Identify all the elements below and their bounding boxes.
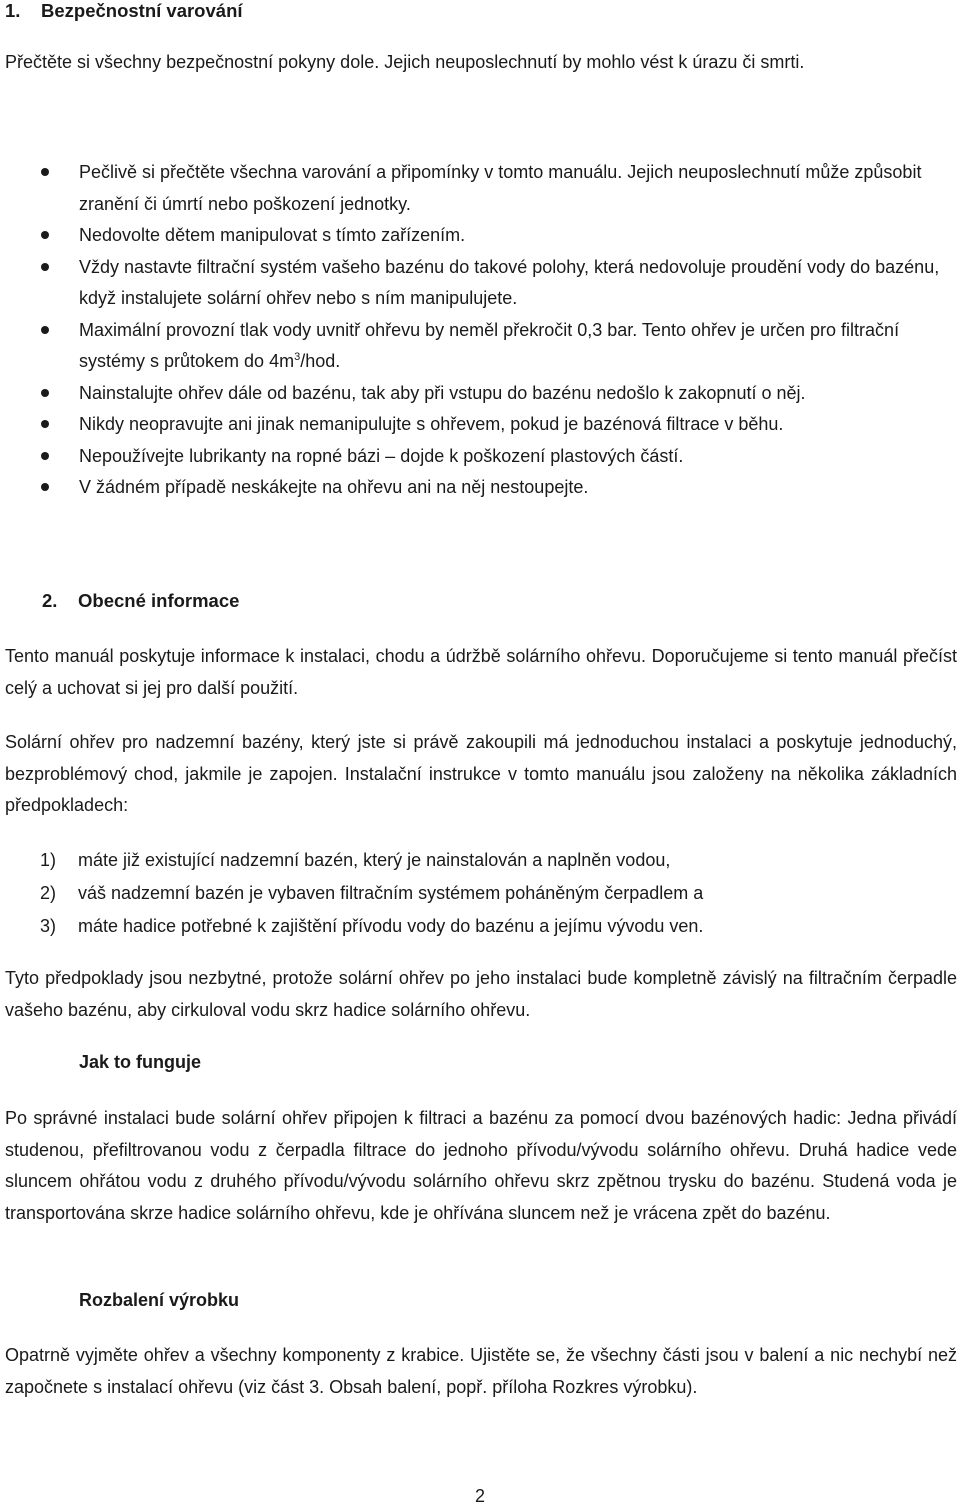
safety-bullet: Maximální provozní tlak vody uvnitř ohřevu by neměl překročit 0,3 bar. Tento ohřev je určen pro filtrační systémy s průtokem do $4m^3$/hod. <box>0 315 960 378</box>
bullet-dot-icon <box>41 326 49 334</box>
assumption-item: 2) váš nadzemní bazén je vybaven filtračním systémem poháněným čerpadlem a <box>40 883 704 903</box>
bullet-dot-icon <box>41 483 49 491</box>
general-info-paragraph-3: Tyto předpoklady jsou nezbytné, protože solární ohřev po jeho instalaci bude kompletně závislý na filtračním čerpadle vašeho bazénu, aby cirkuloval vodu skrz hadice solárního ohřevu. <box>5 968 957 1020</box>
safety-bullet: Nainstalujte ohřev dále od bazénu, tak aby při vstupu do bazénu nedošlo k zakopnutí o něj. <box>0 378 960 410</box>
safety-bullet-list <box>0 157 960 504</box>
unpacking-heading: Rozbalení výrobku <box>79 1290 240 1310</box>
bullet-dot-icon <box>41 231 49 239</box>
section-1-number: 1. <box>5 0 21 21</box>
safety-bullet: Nedovolte dětem manipulovat s tímto zařízením. <box>0 220 960 252</box>
bullet-dot-icon <box>41 452 49 460</box>
safety-bullet: Vždy nastavte filtrační systém vašeho bazénu do takové polohy, která nedovoluje proudění vody do bazénu, když instalujete solární ohřev nebo s ním manipulujete. <box>0 252 960 315</box>
section-2-number: 2. <box>42 590 58 611</box>
section-1-intro: Přečtěte si všechny bezpečnostní pokyny dole. Jejich neuposlechnutí by mohlo vést k úrazu či smrti. <box>5 52 805 72</box>
section-1-heading <box>5 0 243 22</box>
how-it-works-paragraph: Po správné instalaci bude solární ohřev připojen k filtraci a bazénu za pomocí dvou bazénových hadic: Jedna přivádí studenou, přefiltrovanou vodu z čerpadla filtrace do jednoho přívodu/vývodu solárního ohřevu. Druhá hadice vede sluncem ohřátou vodu z druhého přívodu/vývodu solárního ohřevu skrz zpětnou trysku do bazénu. Studená voda je transportována skrze hadice solárního ohřevu, kde je ohřívána sluncem než je vrácena zpět do bazénu. <box>5 1108 957 1223</box>
unpacking-paragraph: Opatrně vyjměte ohřev a všechny komponenty z krabice. Ujistěte se, že všechny části jsou v balení a nic nechybí než započnete s instalací ohřevu (viz část 3. Obsah balení, popř. příloha Rozkres výrobku). <box>5 1345 957 1397</box>
assumption-item: 1) máte již existující nadzemní bazén, který je nainstalován a naplněn vodou, <box>40 850 671 870</box>
section-2-title: Obecné informace <box>78 590 240 611</box>
section-2-heading <box>42 590 239 612</box>
page-number: 2 <box>474 1486 485 1506</box>
assumption-item: 3) máte hadice potřebné k zajištění přívodu vody do bazénu a jejímu vývodu ven. <box>40 916 704 936</box>
safety-bullet: V žádném případě neskákejte na ohřevu ani na něj nestoupejte. <box>0 472 960 504</box>
how-it-works-heading: Jak to funguje <box>79 1052 202 1072</box>
assumptions-list <box>40 844 940 943</box>
bullet-dot-icon <box>41 420 49 428</box>
section-1-title: Bezpečnostní varování <box>41 0 243 21</box>
safety-bullet: Pečlivě si přečtěte všechna varování a připomínky v tomto manuálu. Jejich neuposlechnutí může způsobit zranění či úmrtí nebo poškození jednotky. <box>0 157 960 220</box>
bullet-dot-icon <box>41 389 49 397</box>
bullet-dot-icon <box>41 263 49 271</box>
general-info-paragraph-1: Tento manuál poskytuje informace k instalaci, chodu a údržbě solárního ohřevu. Doporučujeme si tento manuál přečíst celý a uchovat si jej pro další použití. <box>5 646 957 698</box>
safety-bullet: Nikdy neopravujte ani jinak nemanipulujte s ohřevem, pokud je bazénová filtrace v běhu. <box>0 409 960 441</box>
bullet-dot-icon <box>41 168 49 176</box>
safety-bullet: Nepoužívejte lubrikanty na ropné bázi – dojde k poškození plastových částí. <box>0 441 960 473</box>
general-info-paragraph-2: Solární ohřev pro nadzemní bazény, který jste si právě zakoupili má jednoduchou instalaci a poskytuje jednoduchý, bezproblémový chod, jakmile je zapojen. Instalační instrukce v tomto manuálu jsou založeny na několika základních předpokladech: <box>5 732 957 815</box>
